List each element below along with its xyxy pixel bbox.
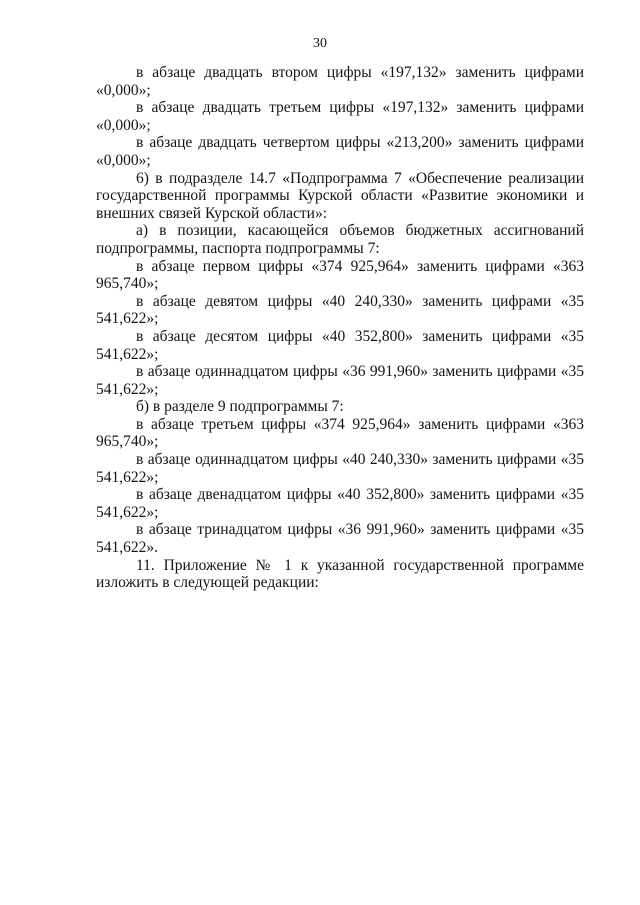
paragraph: в абзаце третьем цифры «374 925,964» заменить цифрами «363 965,740»; [96, 415, 584, 451]
paragraph: в абзаце десятом цифры «40 352,800» заменить цифрами «35 541,622»; [96, 327, 584, 363]
paragraph: в абзаце двадцать четвертом цифры «213,200» заменить цифрами «0,000»; [96, 134, 584, 169]
paragraph: 11. Приложение № 1 к указанной государственной программе изложить в следующей редакции: [96, 556, 584, 592]
paragraph: в абзаце одиннадцатом цифры «40 240,330» заменить цифрами «35 541,622»; [96, 451, 584, 486]
paragraph: в абзаце тринадцатом цифры «36 991,960» заменить цифрами «35 541,622». [96, 521, 584, 557]
paragraph: в абзаце двенадцатом цифры «40 352,800» заменить цифрами «35 541,622»; [96, 486, 584, 521]
page-number: 30 [313, 36, 327, 51]
paragraph: в абзаце девятом цифры «40 240,330» заменить цифрами «35 541,622»; [96, 292, 584, 328]
paragraph: в абзаце одиннадцатом цифры «36 991,960» заменить цифрами «35 541,622»; [96, 363, 584, 398]
paragraph: б) в разделе 9 подпрограммы 7: [136, 398, 344, 416]
paragraph: а) в позиции, касающейся объемов бюджетных ассигнований подпрограммы, паспорта подпрограммы 7: [96, 222, 584, 257]
paragraph: в абзаце двадцать втором цифры «197,132» заменить цифрами «0,000»; [96, 64, 584, 99]
paragraph: в абзаце двадцать третьем цифры «197,132» заменить цифрами «0,000»; [96, 99, 584, 134]
document-body [96, 64, 584, 592]
paragraph: 6) в подразделе 14.7 «Подпрограмма 7 «Обеспечение реализации государственной программы Курской области «Развитие экономики и внешних связей Курской области»: [96, 169, 584, 222]
paragraph: в абзаце первом цифры «374 925,964» заменить цифрами «363 965,740»; [96, 257, 584, 293]
